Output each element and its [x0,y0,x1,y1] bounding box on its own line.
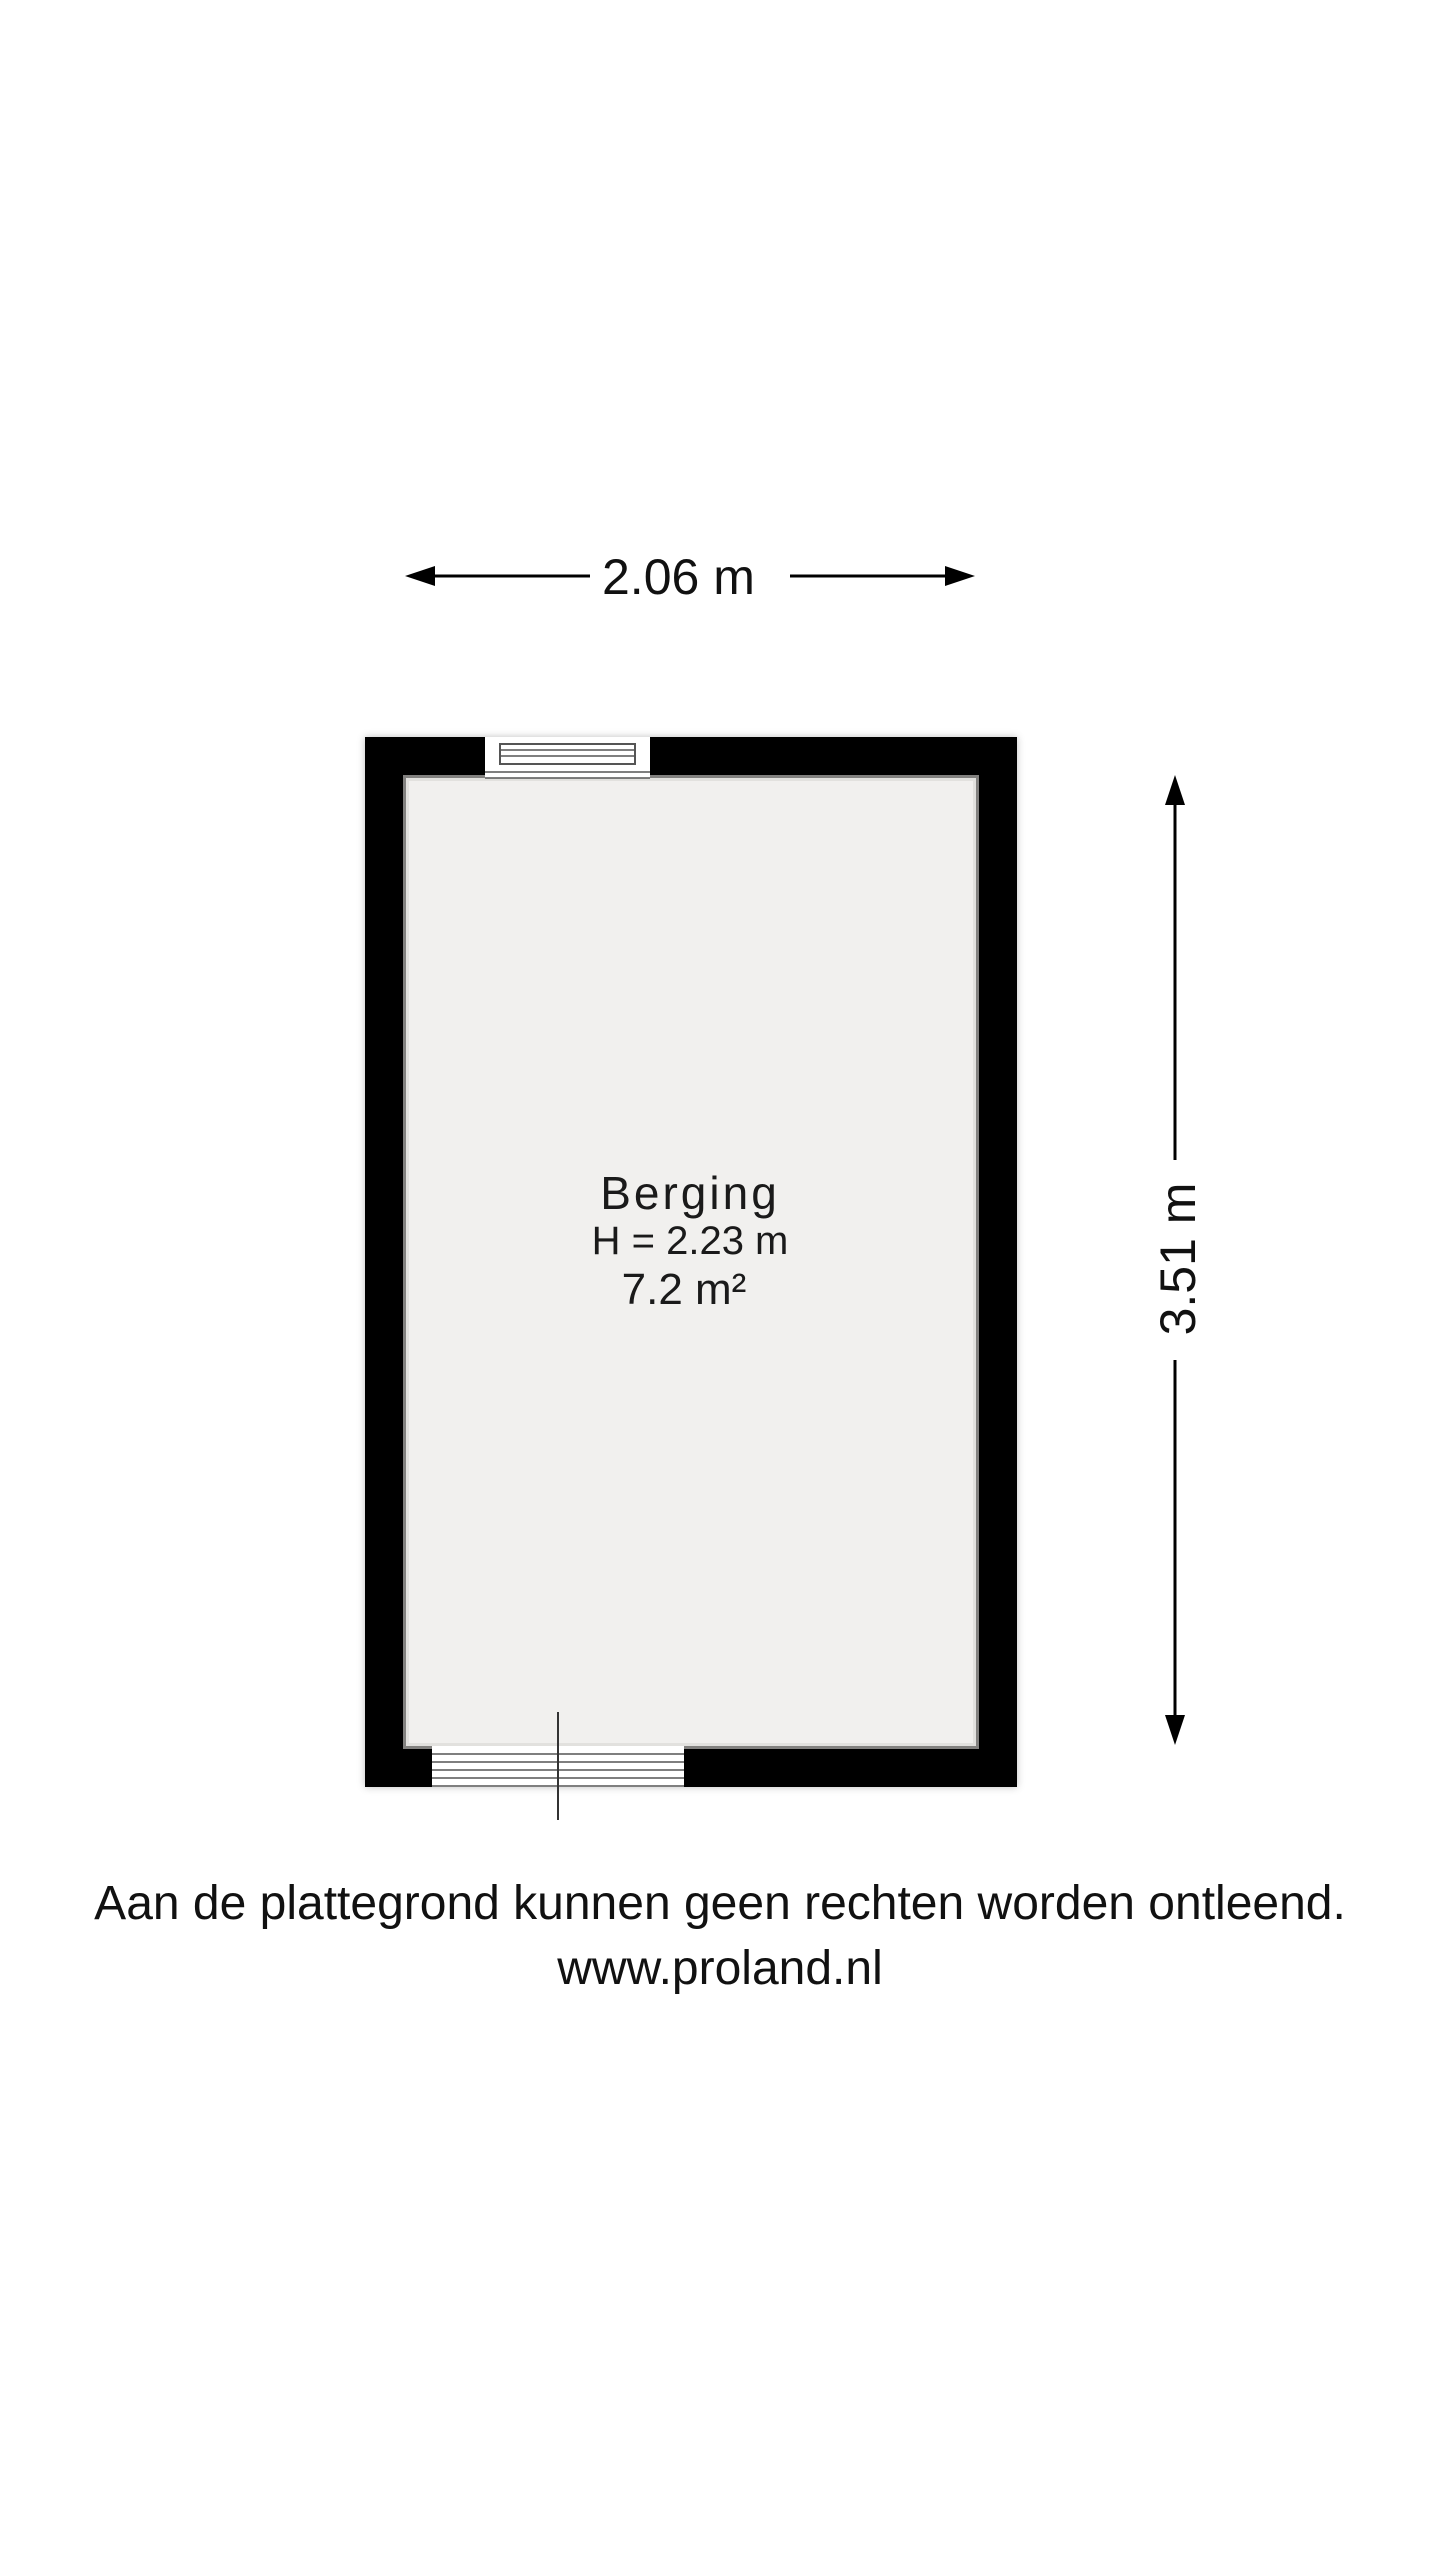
top-window [485,737,650,778]
room-ceiling-height: H = 2.23 m [591,1219,789,1263]
width-dimension-label: 2.06 m [590,552,767,602]
arrow-right-icon [945,566,975,586]
disclaimer-text: Aan de plattegrond kunnen geen rechten worden ontleend. [94,1877,1346,1930]
room-name: Berging [600,1167,780,1219]
height-dimension-label: 3.51 m [1153,1171,1203,1348]
arrow-down-icon [1165,1715,1185,1745]
room-area: 7.2 m² [621,1265,747,1314]
arrow-up-icon [1165,775,1185,805]
website-text: www.proland.nl [557,1942,883,1995]
arrow-left-icon [405,566,435,586]
